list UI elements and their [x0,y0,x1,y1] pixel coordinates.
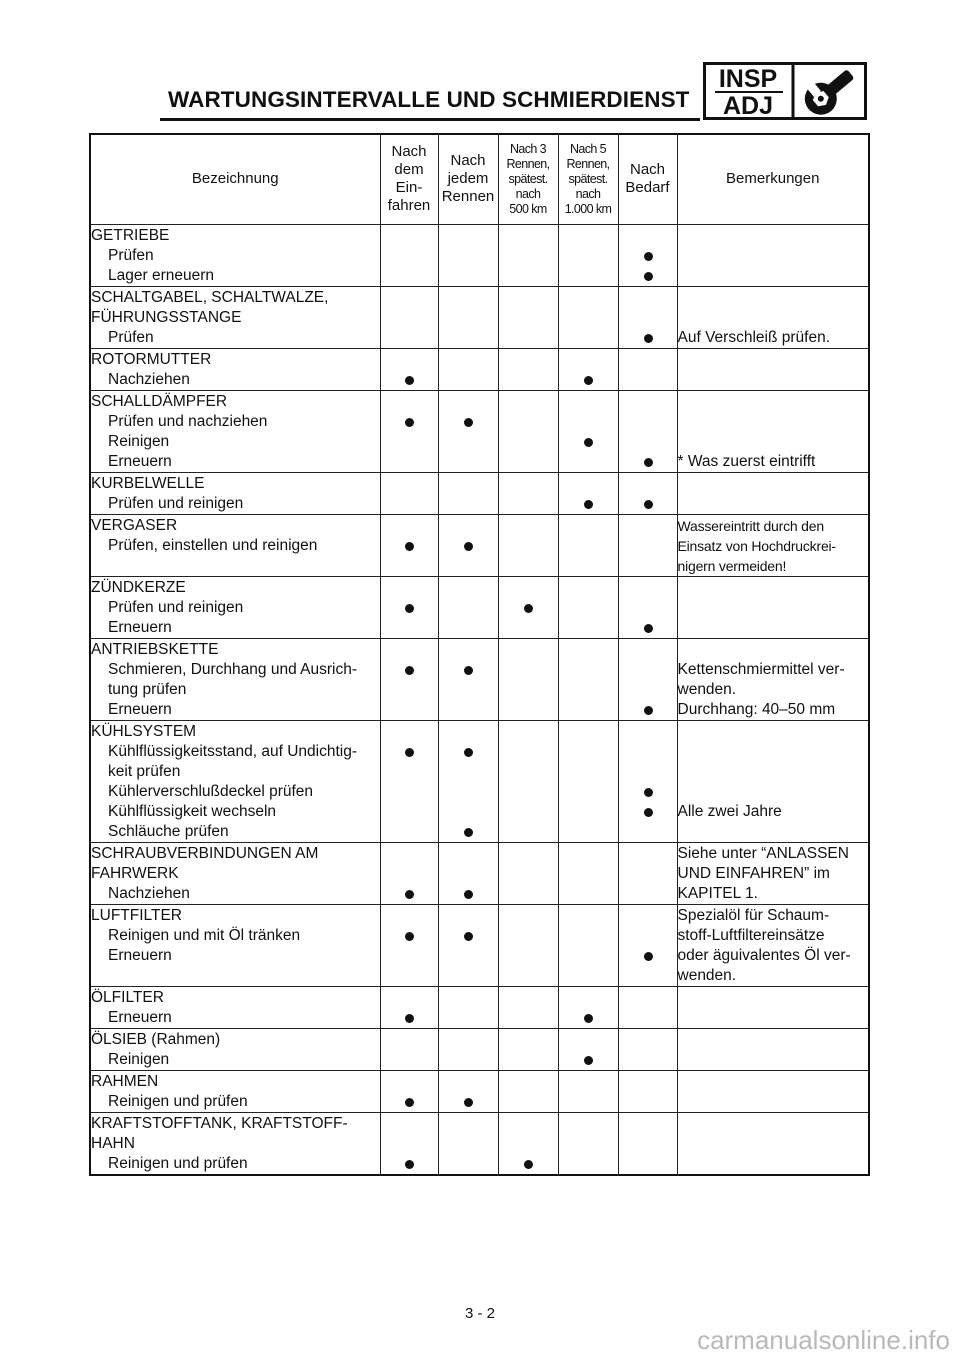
interval-cell [498,514,558,576]
interval-cell [558,842,618,904]
interval-cell [438,224,498,286]
col-header-3-races [498,134,558,224]
col-header-5-races [558,134,618,224]
item-task: Reinigen und mit Öl tränken [108,926,301,944]
title-underline [160,118,700,121]
page-title: WARTUNGSINTERVALLE UND SCHMIERDIENST [168,87,690,112]
item-task: Kühlflüssigkeitsstand, auf Undichtig- [108,742,357,760]
remark-line [678,742,869,762]
interval-dot [644,808,653,817]
interval-dot [584,500,593,509]
item-cell [90,472,380,514]
interval-dot [644,334,653,343]
interval-cell [498,472,558,514]
item-heading: SCHALTGABEL, SCHALTWALZE, [91,288,329,306]
interval-cell [438,576,498,638]
item-task: tung prüfen [108,680,187,698]
table-row [90,390,869,472]
interval-dot [405,1160,414,1169]
remarks-cell [677,1028,869,1070]
remark-line: Auf Verschleiß prüfen. [677,328,830,346]
item-task: keit prüfen [108,762,181,780]
interval-dot [464,748,473,757]
remarks-cell [677,842,869,904]
col-header-line: 1.000 km [564,201,612,216]
item-heading: SCHALLDÄMPFER [91,392,228,410]
interval-dot [464,418,473,427]
badge-adj-label: ADJ [722,92,774,120]
interval-dot [584,1014,593,1023]
interval-dot [644,706,653,715]
remarks-cell [677,986,869,1028]
item-heading: ANTRIEBSKETTE [91,640,219,658]
item-heading: ROTORMUTTER [91,350,212,368]
item-cell [90,1028,380,1070]
item-cell [90,904,380,986]
col-header-remarks: Bemerkungen [677,134,869,224]
interval-cell [438,638,498,720]
interval-cell [380,576,438,638]
interval-cell [558,348,618,390]
interval-cell [380,348,438,390]
interval-cell [618,720,677,842]
interval-cell [380,986,438,1028]
remarks-cell [677,576,869,638]
remark-line: wenden. [677,680,737,698]
remarks-cell [677,286,869,348]
table-row [90,720,869,842]
interval-cell [558,904,618,986]
item-cell [90,842,380,904]
remark-line: Spezialöl für Schaum- [677,906,830,924]
interval-cell [498,1028,558,1070]
interval-cell [558,472,618,514]
interval-cell [558,514,618,576]
interval-cell [618,1112,677,1175]
item-heading: SCHRAUBVERBINDUNGEN AM [91,844,319,862]
interval-dot [405,542,414,551]
interval-cell [498,1070,558,1112]
table-row [90,904,869,986]
interval-cell [498,842,558,904]
interval-cell [380,720,438,842]
col-header-line: fahren [387,197,431,215]
remarks-cell [677,348,869,390]
interval-cell [618,1028,677,1070]
col-header-line: Nach 3 [509,141,546,156]
interval-cell [380,1070,438,1112]
interval-cell [380,1112,438,1175]
item-cell [90,224,380,286]
interval-dot [524,1160,533,1169]
item-task: Erneuern [108,700,172,718]
remark-line [678,762,869,782]
interval-cell [438,1028,498,1070]
remark-line: oder äguivalentes Öl ver- [677,946,851,964]
remark-line: stoff-Luftfiltereinsätze [677,926,825,944]
interval-cell [558,390,618,472]
interval-dot [584,1056,593,1065]
remark-line: Kettenschmiermittel ver- [677,660,845,678]
interval-dot [464,542,473,551]
remark-line [678,782,869,802]
remark-line [678,432,869,452]
interval-dot [405,890,414,899]
interval-cell [618,514,677,576]
interval-cell [380,286,438,348]
item-heading: KÜHLSYSTEM [91,722,197,740]
remark-line: Siehe unter “ANLASSEN [677,844,849,862]
interval-cell [438,472,498,514]
interval-cell [380,904,438,986]
interval-dot [464,1098,473,1107]
interval-dot [644,624,653,633]
interval-cell [558,1070,618,1112]
item-cell [90,390,380,472]
interval-cell [558,638,618,720]
remark-line [678,640,869,660]
interval-cell [498,904,558,986]
interval-cell [438,514,498,576]
interval-dot [644,252,653,261]
item-task: Erneuern [108,946,172,964]
interval-dot [405,604,414,613]
col-header-line: spätest. [568,171,608,186]
col-header-line: dem [394,161,424,179]
interval-cell [438,842,498,904]
item-task: Erneuern [108,1008,172,1026]
interval-dot [405,932,414,941]
table-row [90,224,869,286]
interval-cell [380,842,438,904]
col-header-line: Bedarf [625,179,670,197]
table-row [90,576,869,638]
remarks-cell [677,1112,869,1175]
col-header-line: Rennen, [566,156,610,171]
item-cell [90,638,380,720]
item-heading: VERGASER [91,516,178,534]
interval-cell [618,638,677,720]
item-heading: KURBELWELLE [91,474,205,492]
item-task: Reinigen und prüfen [108,1154,248,1172]
interval-cell [498,348,558,390]
interval-cell [380,1028,438,1070]
interval-dot [464,932,473,941]
item-heading: RAHMEN [91,1072,159,1090]
item-cell [90,286,380,348]
item-task: Lager erneuern [108,266,214,284]
interval-cell [438,348,498,390]
col-header-line: Nach [629,161,666,179]
item-heading: KRAFTSTOFFTANK, KRAFTSTOFF- [91,1114,348,1132]
item-task: Schläuche prüfen [108,822,229,840]
item-cell [90,720,380,842]
interval-dot [584,438,593,447]
item-task: Schmieren, Durchhang und Ausrich- [108,660,357,678]
item-heading: ÖLFILTER [91,988,164,1006]
remarks-cell [677,1070,869,1112]
interval-cell [618,472,677,514]
interval-dot [644,952,653,961]
interval-dot [405,748,414,757]
item-task: Prüfen und nachziehen [108,412,268,430]
remark-line: * Was zuerst eintrifft [677,452,816,470]
remarks-cell [677,638,869,720]
remarks-cell [677,904,869,986]
item-heading: ÖLSIEB (Rahmen) [91,1030,221,1048]
interval-dot [644,788,653,797]
item-cell [90,1070,380,1112]
remarks-cell [677,390,869,472]
interval-dot [405,1098,414,1107]
interval-cell [380,224,438,286]
interval-dot [464,828,473,837]
col-header-line: Ein- [395,179,423,197]
interval-cell [498,986,558,1028]
item-task: Prüfen [108,246,154,264]
interval-cell [558,286,618,348]
remarks-cell [677,472,869,514]
remark-line [678,412,869,432]
interval-cell [618,348,677,390]
maintenance-table [89,133,870,1176]
remark-line [678,722,869,742]
item-heading: GETRIEBE [91,226,170,244]
remark-line [678,392,869,412]
remark-line: UND EINFAHREN” im [677,864,830,882]
col-header-line: Nach [391,143,427,161]
col-header-every-race [438,134,498,224]
remark-line: nigern vermeiden! [677,557,787,574]
interval-cell [438,986,498,1028]
interval-dot [644,500,653,509]
table-row [90,348,869,390]
interval-cell [438,904,498,986]
interval-cell [498,720,558,842]
item-cell [90,986,380,1028]
interval-cell [558,576,618,638]
table-row [90,472,869,514]
table-row [90,638,869,720]
item-task: HAHN [91,1134,135,1152]
remark-line: KAPITEL 1. [677,884,758,902]
remark-line: Durchhang: 40–50 mm [677,700,836,718]
interval-cell [380,390,438,472]
item-heading: ZÜNDKERZE [91,578,186,596]
interval-cell [438,720,498,842]
badge-insp-label: INSP [718,65,778,93]
item-task: FAHRWERK [91,864,179,882]
remark-line: Alle zwei Jahre [677,802,782,820]
interval-cell [438,390,498,472]
col-header-break-in [380,134,438,224]
interval-cell [618,286,677,348]
col-header-line: Rennen [441,188,495,206]
interval-cell [438,1112,498,1175]
interval-dot [644,458,653,467]
item-task: Kühlerverschlußdeckel prüfen [108,782,314,800]
col-header-line: Nach 5 [569,141,606,156]
item-heading: LUFTFILTER [91,906,182,924]
col-header-line: 500 km [509,201,547,216]
interval-cell [558,1112,618,1175]
interval-cell [380,472,438,514]
item-task: Prüfen und reinigen [108,598,244,616]
item-task: Prüfen [108,328,154,346]
item-task: Prüfen und reinigen [108,494,244,512]
page-number: 3 - 2 [464,1305,495,1322]
table-row [90,514,869,576]
interval-cell [618,842,677,904]
remark-line: Wassereintritt durch den [677,517,824,534]
remarks-cell [677,514,869,576]
interval-cell [618,224,677,286]
interval-cell [618,576,677,638]
interval-dot [405,666,414,675]
col-header-line: Rennen, [506,156,550,171]
interval-dot [464,890,473,899]
col-header-line: jedem [447,170,489,188]
item-cell [90,348,380,390]
remark-line: Einsatz von Hochdruckrei- [677,537,836,554]
table-row [90,1028,869,1070]
interval-cell [498,576,558,638]
col-header-line: nach [515,186,541,201]
remark-line [678,288,869,308]
wrench-icon [796,62,861,120]
interval-cell [498,1112,558,1175]
interval-cell [558,1028,618,1070]
item-task: Nachziehen [108,884,190,902]
item-cell [90,576,380,638]
item-task: Kühlflüssigkeit wechseln [108,802,277,820]
interval-cell [380,514,438,576]
interval-dot [584,376,593,385]
interval-cell [618,390,677,472]
item-task: Erneuern [108,452,172,470]
item-task: Nachziehen [108,370,190,388]
item-task: Reinigen und prüfen [108,1092,248,1110]
insp-adj-badge [703,62,867,120]
item-task: FÜHRUNGSSTANGE [91,308,242,326]
remarks-cell [677,720,869,842]
col-header-name: Bezeichnung [90,134,380,224]
remark-line [678,308,869,328]
interval-cell [498,390,558,472]
interval-cell [558,224,618,286]
interval-dot [405,1014,414,1023]
interval-cell [498,286,558,348]
interval-dot [524,604,533,613]
interval-cell [618,986,677,1028]
item-task: Reinigen [108,1050,170,1068]
item-task: Erneuern [108,618,172,636]
interval-cell [498,224,558,286]
watermark: carmanualsonline.info [697,1325,950,1355]
item-task: Reinigen [108,432,170,450]
item-cell [90,1112,380,1175]
col-header-line: Nach [450,152,486,170]
interval-cell [438,286,498,348]
table-row [90,842,869,904]
interval-cell [380,638,438,720]
remark-line: wenden. [677,966,737,984]
table-row [90,286,869,348]
interval-dot [464,666,473,675]
item-cell [90,514,380,576]
interval-dot [405,376,414,385]
interval-cell [498,638,558,720]
remarks-cell [677,224,869,286]
interval-cell [558,986,618,1028]
table-row [90,1112,869,1175]
interval-dot [405,418,414,427]
interval-cell [558,720,618,842]
col-header-line: nach [575,186,601,201]
col-header-as-needed [618,134,677,224]
table-row [90,1070,869,1112]
item-task: Prüfen, einstellen und reinigen [108,536,318,554]
interval-cell [618,1070,677,1112]
interval-cell [618,904,677,986]
col-header-line: spätest. [508,171,548,186]
interval-cell [438,1070,498,1112]
table-row [90,986,869,1028]
interval-dot [644,272,653,281]
